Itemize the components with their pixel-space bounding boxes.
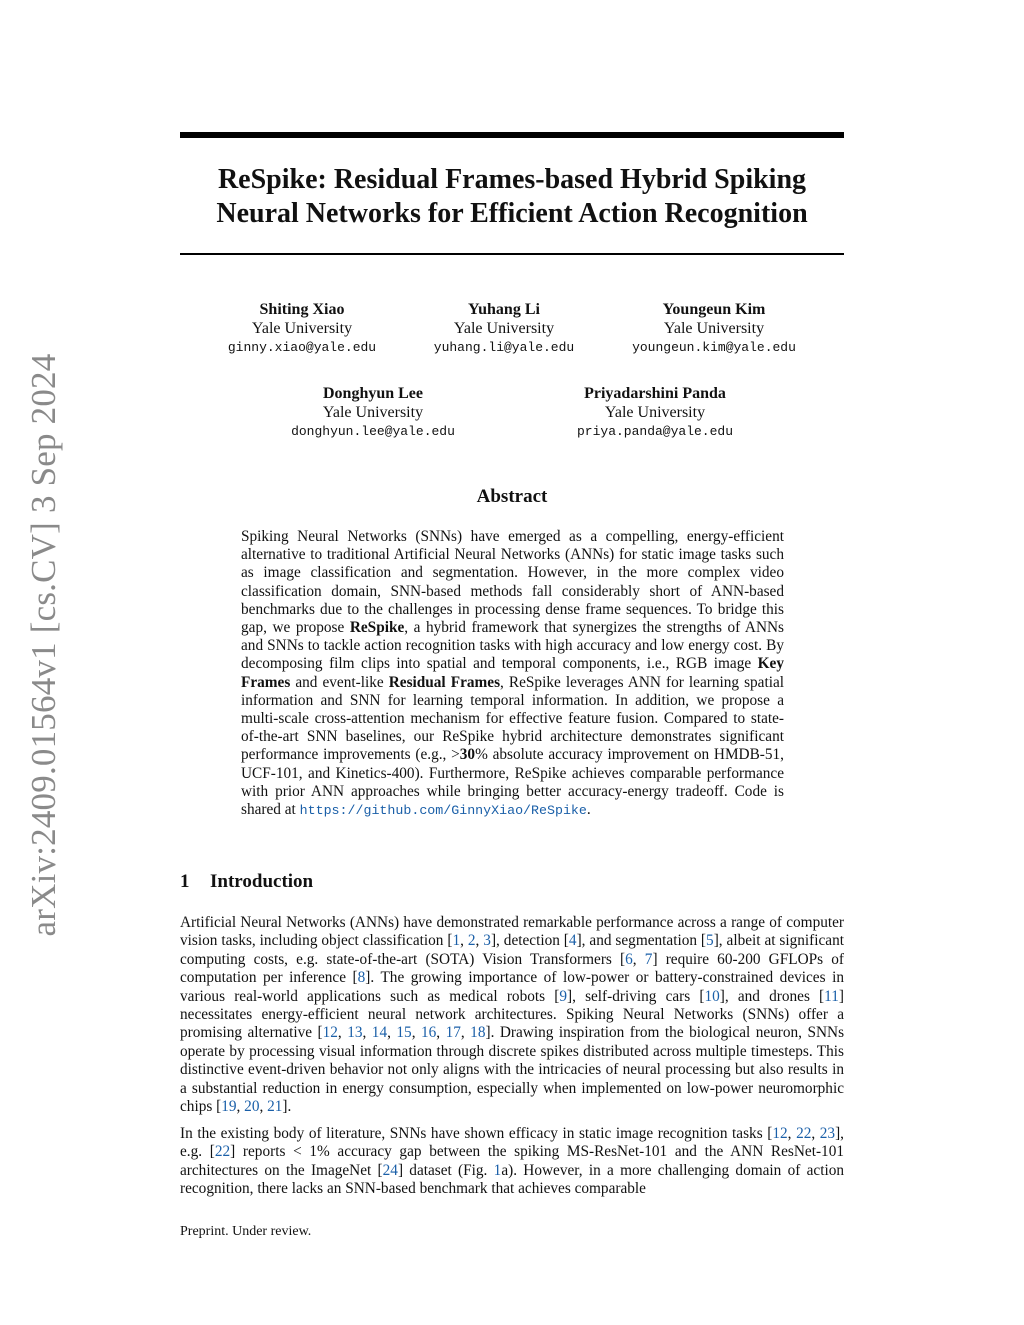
author-email[interactable]: youngeun.kim@yale.edu (632, 340, 796, 355)
citation-link[interactable]: 15 (396, 1024, 412, 1042)
author-affiliation: Yale University (604, 404, 706, 421)
citation-link[interactable]: 3 (483, 932, 491, 950)
author-email[interactable]: yuhang.li@yale.edu (433, 340, 575, 355)
abstract-heading: Abstract (476, 486, 548, 507)
section-number: 1 (180, 871, 190, 892)
paper-title (180, 163, 844, 231)
citation-link[interactable]: 14 (371, 1024, 388, 1042)
citation-link[interactable]: 17 (445, 1024, 461, 1042)
citation-link[interactable]: 1 (452, 932, 461, 950)
title-top-rule (180, 132, 844, 138)
figure-reference-link[interactable]: 1 (493, 1161, 502, 1179)
preprint-footer: Preprint. Under review. (180, 1224, 312, 1239)
author-affiliation: Yale University (453, 320, 555, 337)
author-name: Youngeun Kim (662, 301, 766, 318)
citation-link[interactable]: 8 (357, 969, 366, 987)
citation-link[interactable]: 6 (625, 950, 633, 968)
author-name: Priyadarshini Panda (584, 385, 726, 402)
arxiv-identifier: arXiv:2409.01564v1 [cs.CV] 3 Sep 2024 (24, 353, 63, 937)
section-heading-introduction (180, 871, 844, 893)
author-name: Donghyun Lee (322, 385, 424, 402)
author-email[interactable]: priya.panda@yale.edu (576, 424, 734, 439)
citation-link[interactable]: 20 (244, 1098, 260, 1116)
citation-link[interactable]: 4 (568, 932, 577, 950)
citation-link[interactable]: 18 (470, 1024, 486, 1042)
author-affiliation: Yale University (322, 404, 424, 421)
citation-link[interactable]: 21 (267, 1098, 283, 1116)
author-name: Yuhang Li (468, 301, 540, 318)
author-email[interactable]: donghyun.lee@yale.edu (291, 424, 455, 439)
title-line-2: Neural Networks for Efficient Action Recognition (216, 198, 808, 229)
author-affiliation: Yale University (663, 320, 765, 337)
citation-link[interactable]: 24 (382, 1161, 398, 1179)
citation-link[interactable]: 11 (824, 987, 839, 1005)
citation-link[interactable]: 2 (467, 932, 476, 950)
author-block (584, 301, 844, 358)
author-block (243, 385, 503, 442)
citation-link[interactable]: 19 (221, 1098, 237, 1116)
intro-paragraph: Artificial Neural Networks (ANNs) have demonstrated remarkable performance across a range of computer vision tasks, including object classification [1, 2, 3], detection [4], and segmentation [5], albeit at significant computing costs, e.g. state-of-the-art (SOTA) Vision Transformers [6, 7] require 60-200 GFLOPs of computation per inference [8]. The growing importance of low-power or battery-constrained devices in various real-world applications such as medical robots [9], self-driving cars [10], and drones [11] necessitates energy-efficient neural network architectures. Spiking Neural Networks (SNNs) offer a promising alternative [12, 13, 14, 15, 16, 17, 18]. Drawing inspiration from the biological neuron, SNNs operate by processing visual information through discrete spikes distributed across multiple timesteps. This distinctive event-driven behavior not only aligns with the intricacies of neural processing but also results in a substantial reduction in energy consumption, especially when implemented on low-power neuromorphic chips [19, 20, 21]. (180, 914, 845, 1116)
title-bottom-rule (180, 253, 844, 255)
citation-link[interactable]: 22 (214, 1143, 231, 1161)
citation-link[interactable]: 7 (644, 950, 653, 968)
author-name: Shiting Xiao (259, 301, 345, 318)
citation-link[interactable]: 10 (704, 987, 720, 1005)
citation-link[interactable]: 12 (322, 1024, 338, 1042)
citation-link[interactable]: 9 (559, 987, 567, 1005)
code-repository-link[interactable]: https://github.com/GinnyXiao/ReSpike (299, 803, 587, 819)
citation-link[interactable]: 16 (420, 1024, 437, 1042)
abstract-text: Spiking Neural Networks (SNNs) have emerged as a compelling, energy-efficient alternative to traditional Artificial Neural Networks (ANNs) for static image tasks such as image classification and segmentation. However, in the more complex video classification domain, SNN-based methods fall considerably short of ANN-based benchmarks due to the challenges in processing dense frame sequences. To bridge this gap, we propose ReSpike, a hybrid framework that synergizes the strengths of ANNs and SNNs to tackle action recognition tasks with high accuracy and low energy cost. By decomposing film clips into spatial and temporal components, i.e., RGB image Key Frames and event-like Residual Frames, ReSpike leverages ANN for learning spatial information and SNN for learning temporal information. In addition, we propose a multi-scale cross-attention mechanism for effective feature fusion. Compared to state-of-the-art SNN baselines, our ReSpike hybrid architecture demonstrates significant performance improvements (e.g., >30% absolute accuracy improvement on HMDB-51, UCF-101, and Kinetics-400). Furthermore, ReSpike achieves comparable performance with prior ANN approaches while bringing better accuracy-energy tradeoff. Code is shared at https://github.com/GinnyXiao/ReSpike. (241, 528, 785, 819)
author-affiliation: Yale University (251, 320, 353, 337)
citation-link[interactable]: 23 (819, 1125, 836, 1142)
section-title: Introduction (210, 871, 314, 892)
citation-link[interactable]: 5 (706, 932, 714, 950)
citation-link[interactable]: 22 (796, 1125, 812, 1142)
intro-paragraph: In the existing body of literature, SNNs have shown efficacy in static image recognition tasks [12, 22, 23], e.g. [22] reports < 1% accuracy gap between the spiking MS-ResNet-101 and the ANN ResNet-101 architectures on the ImageNet [24] dataset (Fig. 1a). However, in a more challenging domain of action recognition, there lacks an SNN-based benchmark that achieves comparable (180, 1125, 844, 1198)
citation-link[interactable]: 12 (772, 1125, 788, 1142)
author-block (525, 385, 785, 442)
title-line-1: ReSpike: Residual Frames-based Hybrid Spiking (217, 164, 807, 195)
citation-link[interactable]: 13 (347, 1024, 363, 1042)
author-email[interactable]: ginny.xiao@yale.edu (227, 340, 377, 355)
